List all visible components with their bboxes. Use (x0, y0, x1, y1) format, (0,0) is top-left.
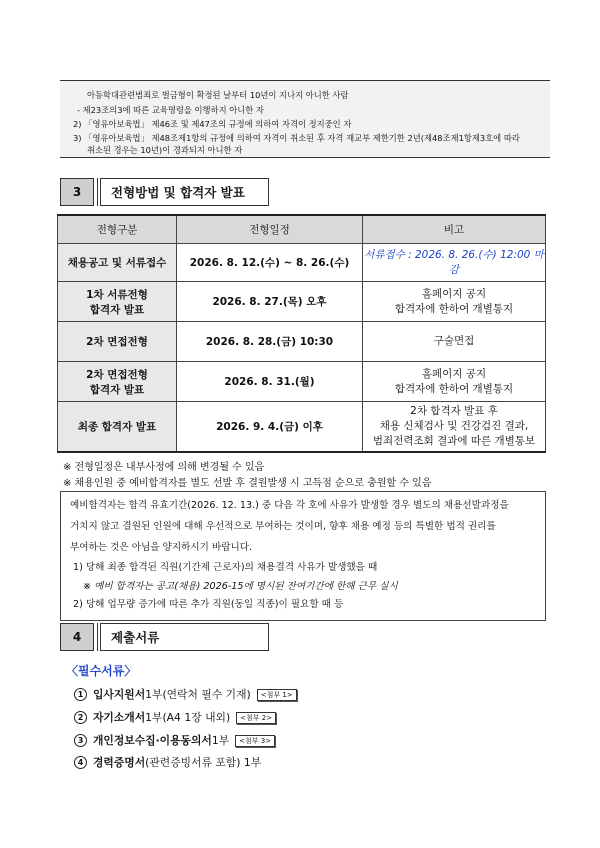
number-badge: 3 (74, 734, 87, 747)
table-header-row (58, 215, 546, 244)
column-header: 전형구분 (58, 215, 177, 244)
text-line: 2) 당해 업무량 증가에 따른 추가 직원(동일 직종)이 필요할 때 등 (73, 599, 344, 610)
attachment-tag: <첨부 1> (257, 689, 297, 701)
doc-name: 개인정보수집·이용동의서 (93, 734, 212, 747)
number-badge: 1 (74, 688, 87, 701)
text-line: - 제23조의3에 따른 교육명령을 이행하지 아니한 자 (77, 105, 264, 115)
table-row (58, 402, 546, 452)
stage-label: 합격자 발표 (89, 303, 145, 316)
list-item (74, 733, 275, 748)
date-cell: 2026. 8. 28.(금) 10:30 (177, 322, 363, 362)
stage-label: 합격자 발표 (89, 383, 145, 396)
stage-label: 1차 서류전형 (86, 288, 148, 301)
list-item (74, 755, 261, 770)
note-cell (363, 282, 546, 322)
doc-name: 입사지원서 (93, 688, 146, 701)
text-line: 거치지 않고 결원된 인원에 대해 우선적으로 부여하는 것이며, 향후 채용 예정 등의 특별한 법적 권리를 (70, 521, 496, 532)
note-line: 범죄전력조회 결과에 따른 개별통보 (372, 434, 536, 447)
stage-cell (58, 362, 177, 402)
note-line: 채용 신체검사 및 건강검진 결과, (379, 419, 529, 432)
note-cell (363, 362, 546, 402)
stage-cell (58, 282, 177, 322)
date-cell: 2026. 8. 27.(목) 오후 (177, 282, 363, 322)
table-row (58, 244, 546, 282)
section-title: 제출서류 (101, 623, 269, 651)
attachment-tag: <첨부 3> (235, 735, 275, 747)
table-row (58, 362, 546, 402)
table-row (58, 282, 546, 322)
text-line: 2) 「영유아보육법」 제46조 및 제47조의 규정에 의하여 자격이 정지중인 자 (73, 119, 352, 129)
text-line: 1) 당해 최종 합격된 직원(기간제 근로자)의 채용결격 사유가 발생했을 때 (73, 562, 378, 573)
note-line: 홈페이지 공지 (421, 287, 487, 300)
stage-label: 2차 면접전형 (86, 336, 148, 348)
date-cell: 2026. 8. 31.(월) (177, 362, 363, 402)
attachment-tag: <첨부 2> (236, 712, 276, 724)
reserve-info-box (60, 491, 546, 621)
note-cell (363, 402, 546, 452)
doc-detail: (관련증빙서류 포함) 1부 (145, 756, 262, 769)
stage-label: 최종 합격자 발표 (77, 420, 157, 433)
number-badge: 2 (74, 711, 87, 724)
doc-detail: 1부(A4 1장 내외) (145, 711, 231, 724)
disqualification-box (60, 80, 550, 158)
section-title: 전형방법 및 합격자 발표 (101, 178, 269, 206)
list-item (74, 710, 276, 725)
date-cell: 2026. 8. 12.(수) ~ 8. 26.(수) (177, 244, 363, 282)
stage-label: 채용공고 및 서류접수 (67, 257, 167, 269)
text-line: 부여하는 것은 아님을 양지하시기 바랍니다. (70, 542, 253, 553)
note-line: 2차 합격자 발표 후 (410, 404, 498, 417)
list-item (74, 687, 297, 702)
column-header: 비고 (363, 215, 546, 244)
reserve-note: ※ 채용인원 중 예비합격자를 별도 선발 후 결원발생 시 고득점 순으로 충원할 수 있음 (63, 478, 432, 489)
text-line: 취소된 경우는 10년)이 경과되지 아니한 자 (87, 145, 243, 155)
stage-cell (58, 402, 177, 452)
doc-name: 자기소개서 (93, 711, 146, 724)
doc-detail: 1부(연락처 필수 기재) (145, 688, 251, 701)
number-badge: 4 (74, 756, 87, 769)
deadline-note: 서류접수 : 2026. 8. 26.(수) 12:00 마감 (364, 248, 544, 276)
stage-cell (58, 322, 177, 362)
schedule-note: ※ 전형일정은 내부사정에 의해 변경될 수 있음 (63, 462, 265, 473)
required-docs-heading: 〈필수서류〉 (66, 664, 137, 678)
doc-name: 경력증명서 (93, 756, 146, 769)
note-line: 합격자에 한하여 개별통지 (394, 382, 514, 395)
note-line: 구술면접 (433, 335, 475, 347)
text-line: 3) 「영유아보육법」 제48조제1항의 규정에 의하여 자격이 취소된 후 자격 재교부 제한기한 2년(제48조제1항제3호에 따라 (73, 133, 520, 143)
text-line: 아동학대관련범죄로 벌금형이 확정된 날부터 10년이 지나지 아니한 사람 (87, 90, 349, 100)
note-line: 합격자에 한하여 개별통지 (394, 302, 514, 315)
text-line: ※ 예비 합격자는 공고(채용) 2026-15에 명시된 잔여기간에 한해 근무 실시 (83, 581, 398, 592)
table-row (58, 322, 546, 362)
stage-cell (58, 244, 177, 282)
stage-label: 2차 면접전형 (86, 368, 148, 381)
note-cell (363, 244, 546, 282)
note-line: 홈페이지 공지 (421, 367, 487, 380)
date-cell: 2026. 9. 4.(금) 이후 (177, 402, 363, 452)
note-cell (363, 322, 546, 362)
schedule-table (57, 214, 546, 453)
section-number: 4 (60, 623, 94, 651)
section-number: 3 (60, 178, 94, 206)
doc-detail: 1부 (211, 734, 230, 747)
column-header: 전형일정 (177, 215, 363, 244)
text-line: 예비합격자는 합격 유효기간(2026. 12. 13.) 중 다음 각 호에 사유가 발생할 경우 별도의 채용선발과정을 (70, 500, 509, 511)
